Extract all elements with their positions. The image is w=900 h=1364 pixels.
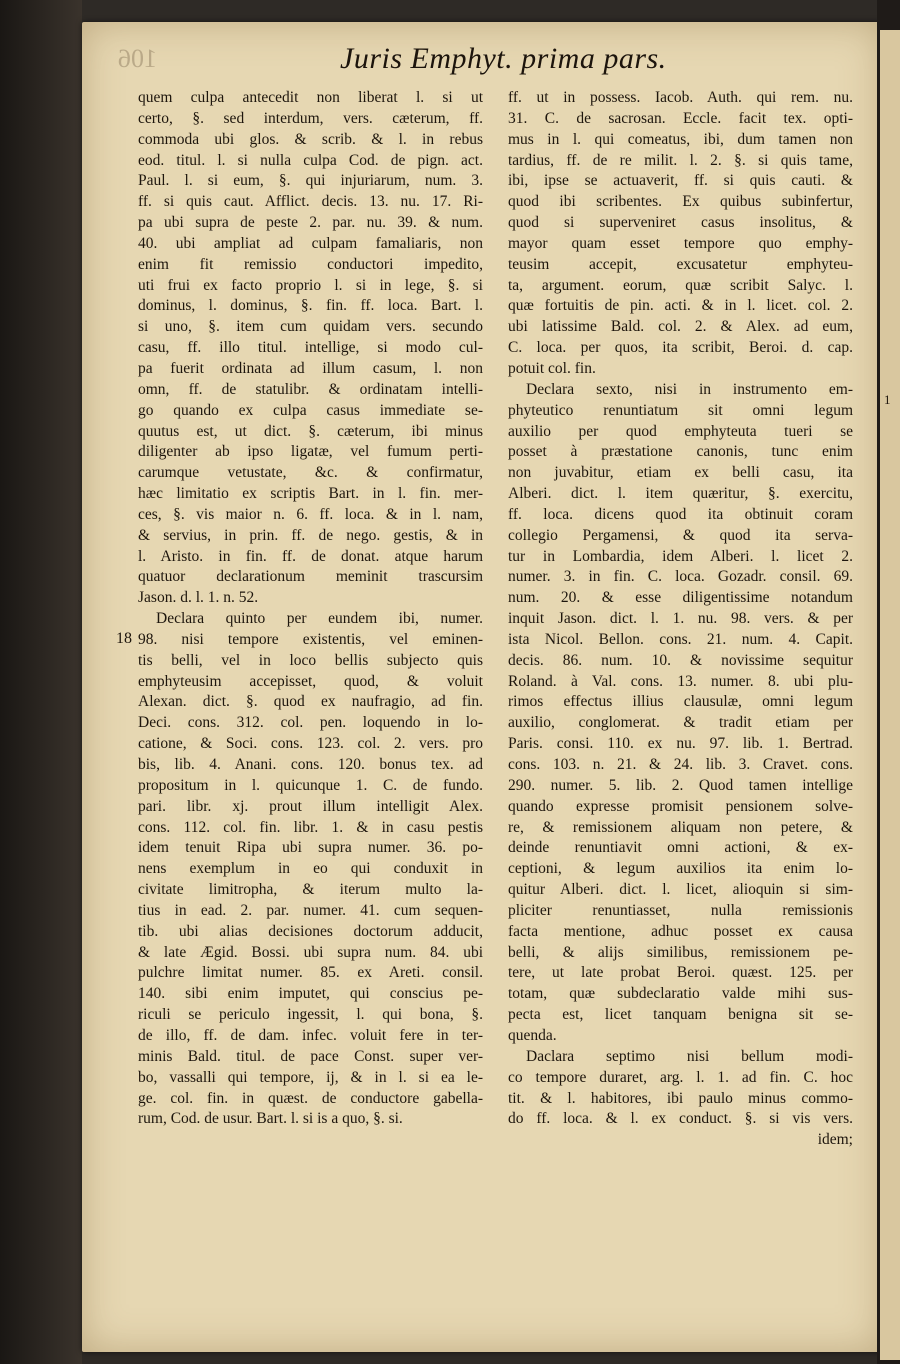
text-line: phyteutico renuntiatum sit omni legum <box>508 401 853 419</box>
text-line: auxilio per quod emphyteuta tueri se <box>508 422 853 440</box>
text-line: quenda. <box>508 1026 557 1044</box>
text-line: Alexan. dict. §. quod ex naufragio, ad fin. <box>138 693 483 711</box>
text-line: facta mentione, adhuc posset ex causa <box>508 922 853 940</box>
text-line: ista Nicol. Bellon. cons. 21. num. 4. Capit. <box>508 630 853 648</box>
text-line: inquit Jason. dict. l. 1. nu. 98. vers. & per <box>508 610 853 628</box>
text-line: pa ubi supra de peste 2. par. nu. 39. & num. <box>138 214 483 232</box>
text-line: civitate limitropha, & iterum multo la- <box>138 881 483 899</box>
text-line: omn, ff. de statulibr. & ordinatam intelli- <box>138 380 483 398</box>
running-header: Juris Emphyt. prima pars. <box>340 42 667 75</box>
text-line: Paul. l. si eum, §. qui injuriarum, num. 3. <box>138 172 483 190</box>
text-line: pari. libr. xj. prout illum intelligit Alex. <box>138 797 483 815</box>
text-line: certo, §. sed interdum, vers. cæterum, ff. <box>138 109 483 127</box>
text-line: quando expresse promisit pensionem solve- <box>508 797 853 815</box>
text-line: totam, quæ subdeclaratio valde mihi sus- <box>508 985 853 1003</box>
text-line: idem; <box>817 1131 853 1149</box>
text-line: dominus, l. dominus, §. fin. ff. loca. Bart. l. <box>138 297 483 315</box>
text-line: bis, lib. 4. Anani. cons. 120. bonus tex. ad <box>138 756 483 773</box>
text-line: collegio Pergamensi, & quod ita serva- <box>508 526 853 544</box>
text-line: Roland. à Val. cons. 13. numer. 8. ubi plu- <box>508 672 853 690</box>
text-line: & late Ægid. Bossi. ubi supra num. 84. ubi <box>138 943 483 961</box>
text-line: quutus est, ut dict. §. cæterum, ibi minus <box>138 422 483 440</box>
text-line: Jason. d. l. 1. n. 52. <box>138 589 259 607</box>
book-gutter-left <box>0 0 82 1364</box>
text-line: ubi latissime Bald. col. 2. & Alex. ad eum, <box>508 318 853 336</box>
margin-number-right: 1 <box>884 392 891 407</box>
text-line: tib. ubi alias decisiones doctorum adducit, <box>138 922 483 940</box>
text-line: non juvabitur, etiam ex belli casu, ita <box>508 464 853 482</box>
text-line: ibi, ipse se actuaverit, ff. si quis cauti. & <box>508 172 853 190</box>
text-line: numer. 3. in fin. C. loca. Gozadr. consil. 69. <box>508 568 853 586</box>
text-line: eod. titul. l. si nulla culpa Cod. de pign. act. <box>138 151 483 169</box>
facing-page-strip <box>880 30 900 1360</box>
text-line: 98. nisi tempore existentis, vel eminen- <box>138 630 483 648</box>
text-line: ff. loca. dicens quod ita obtinuit coram <box>508 505 853 523</box>
text-line: tur in Lombardia, idem Alberi. l. licet 2. <box>508 547 853 565</box>
text-line: ceptioni, & legum auxilios ita enim lo- <box>508 860 853 878</box>
text-line: potuit col. fin. <box>508 359 596 377</box>
text-line: deinde renuntiavit omni actioni, & ex- <box>508 839 853 857</box>
text-line: commoda ubi glos. & scrib. & l. in rebus <box>138 130 483 148</box>
text-line: teusim accepit, excusatetur emphyteu- <box>508 255 853 273</box>
text-line: tit. & l. habitores, ibi paulo minus commo- <box>508 1089 853 1107</box>
text-line: uti frui ex facto proprio l. si in lege, §. si <box>138 276 483 294</box>
text-line: Declara quinto per eundem ibi, numer. <box>156 610 483 628</box>
text-line: Alberi. dict. l. item quæritur, §. exercitu, <box>508 485 853 503</box>
text-line: emphyteusim accepisset, quod, & voluit <box>138 672 483 690</box>
text-line: ces, §. vis maior n. 6. ff. loca. & in l. nam, <box>138 505 483 523</box>
text-line: ge. col. fin. in quæst. de conductore gabella- <box>138 1089 483 1107</box>
margin-number-left: 18 <box>116 630 132 647</box>
text-line: idem tenuit Ripa ubi supra numer. 36. po- <box>138 839 483 857</box>
text-line: co tempore duraret, arg. l. 1. ad fin. C. hoc <box>508 1068 853 1086</box>
text-line: tere, ut late probat Beroi. quæst. 125. per <box>508 964 853 982</box>
text-line: Declara sexto, nisi in instrumento em- <box>526 380 853 398</box>
text-line: catione, & Soci. cons. 123. col. 2. vers. pro <box>138 735 483 753</box>
text-line: Paris. consi. 110. ex nu. 97. lib. 1. Bertrad. <box>508 735 853 753</box>
text-line: quod ibi scribentes. Ex quibus subinfertur, <box>508 193 853 211</box>
text-line: & servius, in prin. ff. de nego. gestis, & in <box>138 526 483 544</box>
text-line: num. 20. & esse diligentissime notandum <box>508 589 853 607</box>
text-line: casu, ff. illo titul. intellige, si modo cul- <box>138 339 483 357</box>
left-text-column <box>138 88 483 1130</box>
text-line: posset à præstatione canonis, tunc enim <box>508 443 853 461</box>
text-line: ff. si quis caut. Afflict. decis. 13. nu. 17. Ri- <box>138 193 483 211</box>
text-line: ta, argument. eorum, quæ scribit Salyc. l. <box>508 276 853 294</box>
text-line: decis. 86. num. 10. & novissime sequitur <box>508 651 853 669</box>
text-line: de illo, ff. de dam. infec. voluit fere in ter- <box>138 1026 483 1044</box>
text-line: hæc limitatio ex scriptis Bart. in l. fin. mer- <box>138 485 483 503</box>
bleed-through-page-number: 106 <box>118 44 157 73</box>
right-text-column <box>508 88 853 1151</box>
text-line: pulchre limitat numer. 85. ex Areti. consil. <box>138 964 483 982</box>
text-line: C. loca. per quos, ita scribit, Beroi. d. cap. <box>508 339 853 357</box>
text-line: do ff. loca. & l. ex conduct. §. si vis vers. <box>508 1110 853 1128</box>
text-line: 40. ubi ampliat ad culpam famaliaris, non <box>138 234 483 252</box>
text-line: riculi se periculo ingessit, l. qui bona, §. <box>138 1006 483 1024</box>
text-line: quatuor declarationum meminit trascursim <box>138 568 483 586</box>
text-line: enim fit remissio conductori impedito, <box>138 255 483 273</box>
text-line: si uno, §. item cum quidam vers. secundo <box>138 318 483 336</box>
text-line: nens exemplum in eo qui conduxit in <box>138 860 483 878</box>
text-line: propositum in l. quicunque 1. C. de fundo. <box>138 776 483 794</box>
text-line: auxilio, conglomerat. & tradit etiam per <box>508 714 853 732</box>
text-line: pecta est, licet tanquam benigna sit se- <box>508 1006 853 1024</box>
text-line: pa fuerit ordinata ad illum casum, l. non <box>138 359 483 377</box>
text-line: carumque vetustate, &c. & confirmatur, <box>138 464 483 482</box>
text-line: cons. 112. col. fin. libr. 1. & in casu pestis <box>138 818 483 836</box>
text-line: ff. ut in possess. Iacob. Auth. qui rem. nu. <box>508 89 853 106</box>
text-line: Deci. cons. 312. col. pen. loquendo in lo- <box>138 714 483 732</box>
text-line: minis Bald. titul. de pace Const. super ver- <box>138 1047 483 1065</box>
text-line: diligenter ab ipso ligatæ, vel fumum perti- <box>138 443 483 461</box>
text-line: bo, vassalli qui tempore, ij, & in l. si ea le- <box>138 1068 483 1086</box>
text-line: rum, Cod. de usur. Bart. l. si is a quo, §. si. <box>138 1110 403 1128</box>
text-line: rimos effectus illius clausulæ, omni legum <box>508 693 853 711</box>
text-line: l. Aristo. in fin. ff. de donat. atque harum <box>138 547 483 565</box>
text-line: pliciter renuntiasset, nulla remissionis <box>508 901 853 919</box>
text-line: cons. 103. n. 21. & 24. lib. 3. Cravet. cons. <box>508 756 853 773</box>
text-line: go quando ex culpa casus immediate se- <box>138 401 483 419</box>
text-line: tius in ead. 2. par. numer. 41. cum sequen- <box>138 901 483 919</box>
text-line: re, & remissionem aliquam non petere, & <box>508 818 853 836</box>
text-line: belli, & alijs similibus, remissionem pe- <box>508 943 853 961</box>
text-line: quod si superveniret casus insolitus, & <box>508 214 853 232</box>
text-line: quem culpa antecedit non liberat l. si ut <box>138 89 483 106</box>
text-line: mayor quam esset tempore quo emphy- <box>508 234 853 252</box>
text-line: 290. numer. 5. lib. 2. Quod tamen intellige <box>508 776 853 794</box>
text-line: quitur Alberi. dict. l. licet, alioquin si sim- <box>508 881 853 899</box>
text-line: 31. C. de sacrosan. Eccle. facit tex. opti- <box>508 109 853 127</box>
text-line: quæ fortuitis de pin. acti. & in l. licet. col. 2. <box>508 297 853 315</box>
text-line: mus in l. qui comeatus, ibi, dum tamen non <box>508 130 853 148</box>
text-line: 140. sibi enim imputet, qui conscius pe- <box>138 985 483 1003</box>
text-line: tardius, ff. de re milit. l. 2. §. si quis tame, <box>508 151 853 169</box>
text-line: tis belli, vel in loco bellis subjecto quis <box>138 651 483 669</box>
text-line: Daclara septimo nisi bellum modi- <box>526 1047 853 1065</box>
